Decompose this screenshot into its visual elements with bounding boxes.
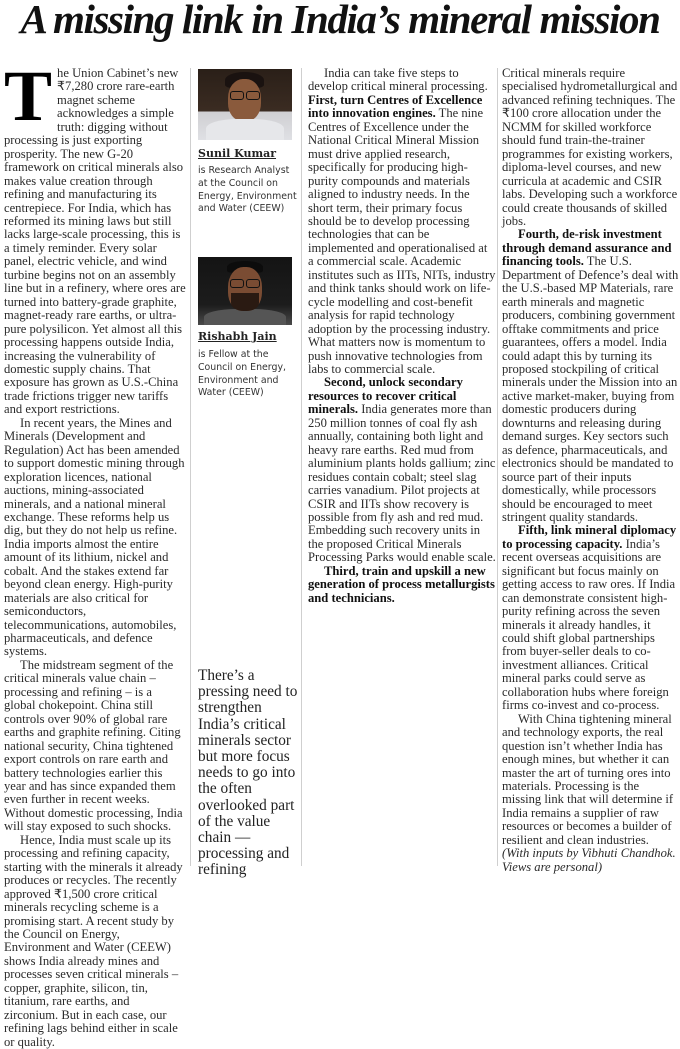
author-bio: is Research Analyst at the Council on Energy, Environment and Water (CEEW): [198, 165, 297, 215]
paragraph-mmdr-act: In recent years, the Mines and Minerals (Development and Regulation) Act has been amended to support domestic mining through exploration licences, national auctions, mining-associated minerals, and a national mineral exchange. These reforms help us dig, but they do not help us refine. India imports almost the entire amount of its lithium, nickel and cobalt. And the stakes extend far beyond clean energy. High-purity materials are also critical for semiconductors, telecommunications, automobiles, pharmaceuticals, and defence systems.: [4, 415, 185, 659]
column-divider: [190, 68, 191, 866]
column-divider: [301, 68, 302, 866]
contributor-note: (With inputs by Vibhuti Chandhok. Views are personal): [502, 846, 676, 874]
paragraph-five-steps: [308, 67, 496, 376]
article-column-1: [4, 56, 186, 1049]
step-5-title: Fifth, link mineral diplomacy to processing capacity.: [502, 523, 677, 551]
drop-cap: T: [4, 56, 53, 136]
step-1-title: First, turn Centres of Excellence into innovation engines.: [308, 92, 483, 121]
paragraph-step-5: [502, 524, 680, 712]
paragraph-conclusion: With China tightening mineral and technology exports, the real question isn’t whether India has enough mines, but whether it can master the art of turning ores into materials. Processing is the missing link that will determine if India remains a supplier of raw resources or becomes a builder of resilient and clean industries.: [502, 711, 674, 847]
column-divider: [497, 68, 498, 866]
paragraph-midstream: The midstream segment of the critical minerals value chain – processing and refining – is a global chokepoint. China still controls over 90% of global rare earths and graphite refining. Citing national security, China tightened export controls on rare earth and battery technologies earlier this year and has since expanded them even further in recent weeks. Without domestic processing, India will stay exposed to such shocks.: [4, 657, 183, 834]
paragraph-text: India can take five steps to develop critical mineral processing.: [308, 66, 488, 94]
author-photo-rishabh-jain: [198, 257, 292, 325]
step-3-title: Third, train and upskill a new generation of process metallurgists and technicians.: [308, 563, 495, 605]
paragraph-step-4: [502, 228, 680, 524]
paragraph-text: he Union Cabinet’s new ₹7,280 crore rare-earth magnet scheme acknowledges a simple truth: digging without processing is just exporting prosperity. The new G-20 framework on critical minerals also makes value creation through refining and manufacturing its centrepiece. For India, which has reformed its mining laws but still lacks large-scale processing, this is a timely reminder. Every solar panel, electric vehicle, and wind turbine begins not on an assembly line but in a refinery, where ores are turned into battery-grade graphite, magnet-ready rare earths, or ultra-pure polysilicon. Yet almost all this processing happens outside India, increasing the vulnerability of domestic supply chains. That exposure has grown as U.S.-China trade frictions trigger new tariffs and export restrictions.: [4, 66, 186, 417]
step-2-body: India generates more than 250 million tonnes of coal fly ash annually, containing both light and heavy rare earths. Red mud from aluminium plants holds gallium; zinc residues contain cobalt; steel slag carries vanadium. Pilot projects at CSIR and IITs show recovery is possible from fly ash and red mud. Embedding such recovery units in the proposed Critical Minerals Processing Parks would enable scale.: [308, 402, 496, 565]
paragraph-scale-up: Hence, India must scale up its processing and refining capacity, starting with the minerals it already produces or recycles. The recently approved ₹1,500 crore critical minerals recycling scheme is a promising start. A recent study by the Council on Energy, Environment and Water (CEEW) shows India already mines and processes seven critical minerals – copper, graphite, silicon, tin, titanium, rare earths, and zirconium. But in each case, our refining lags behind either in scale or quality.: [4, 832, 183, 1049]
author-name: Sunil Kumar: [198, 147, 277, 160]
author-name: Rishabh Jain: [198, 330, 277, 343]
step-5-body: India’s recent overseas acquisitions are significant but focus mainly on getting access to raw ores. If India can demonstrate consistent high-purity refining across the seven minerals it already handles, it could shift global partnerships from buyer-seller deals to co-investment alliances. Critical mineral parks could serve as collaboration hubs where foreign firms co-invest and co-process.: [502, 536, 676, 713]
author-bio: is Fellow at the Council on Energy, Environment and Water (CEEW): [198, 349, 286, 399]
step-1-body: The nine Centres of Excellence under the National Critical Mineral Mission must drive applied research, specifically for producing high-purity compounds and materials aligned to industry needs. In the short term, their primary focus should be to develop processing technologies that can be implemented and operationalised at a commercial scale. Academic institutes such as IITs, NITs, industry and think tanks should work on life-cycle modelling and cost-benefit analysis for rapid technology adoption by the processing industry. What matters now is momentum to push innovative technologies from labs to commercial scale.: [308, 106, 496, 376]
paragraph-step-3: [308, 565, 496, 605]
step-3-body: Critical minerals require specialised hydrometallurgical and advanced refining techniques. The ₹100 crore allocation under the NCMM for skilled workforce should fund train-the-trainer programmes for existing workers, diploma-level courses, and new curricula at academic and CSIR labs. Developing such a workforce could create thousands of skilled jobs.: [502, 66, 678, 228]
author-photo-sunil-kumar: [198, 69, 292, 140]
paragraph-step-2: [308, 376, 496, 564]
step-4-title: Fourth, de-risk investment through demand assurance and financing tools.: [502, 227, 672, 269]
step-4-body: The U.S. Department of Defence’s deal with the U.S.-based MP Materials, rare earth minerals and magnetic producers, combining government offtake commitments and price guarantees, offers a model. India could adapt this by turning its proposed stockpiling of critical minerals under the Mission into an active market-maker, buying from domestic producers during downturns and releasing during demand surges. Key sectors such as defence, pharmaceuticals, and electronics should be mandated to source part of their inputs domestically, while processors should be encouraged to meet stringent quality standards.: [502, 254, 679, 524]
article-column-4: [502, 67, 680, 874]
pull-quote: There’s a pressing need to strengthen India’s critical minerals sector but more focus needs to go into the often overlooked part of the value chain — processing and refining: [198, 667, 298, 879]
headline: A missing link in India’s mineral mission: [20, 0, 660, 42]
article-column-3: [308, 67, 496, 605]
paragraph-intro: [4, 56, 186, 417]
step-2-title: Second, unlock secondary resources to recover critical minerals.: [308, 375, 463, 417]
